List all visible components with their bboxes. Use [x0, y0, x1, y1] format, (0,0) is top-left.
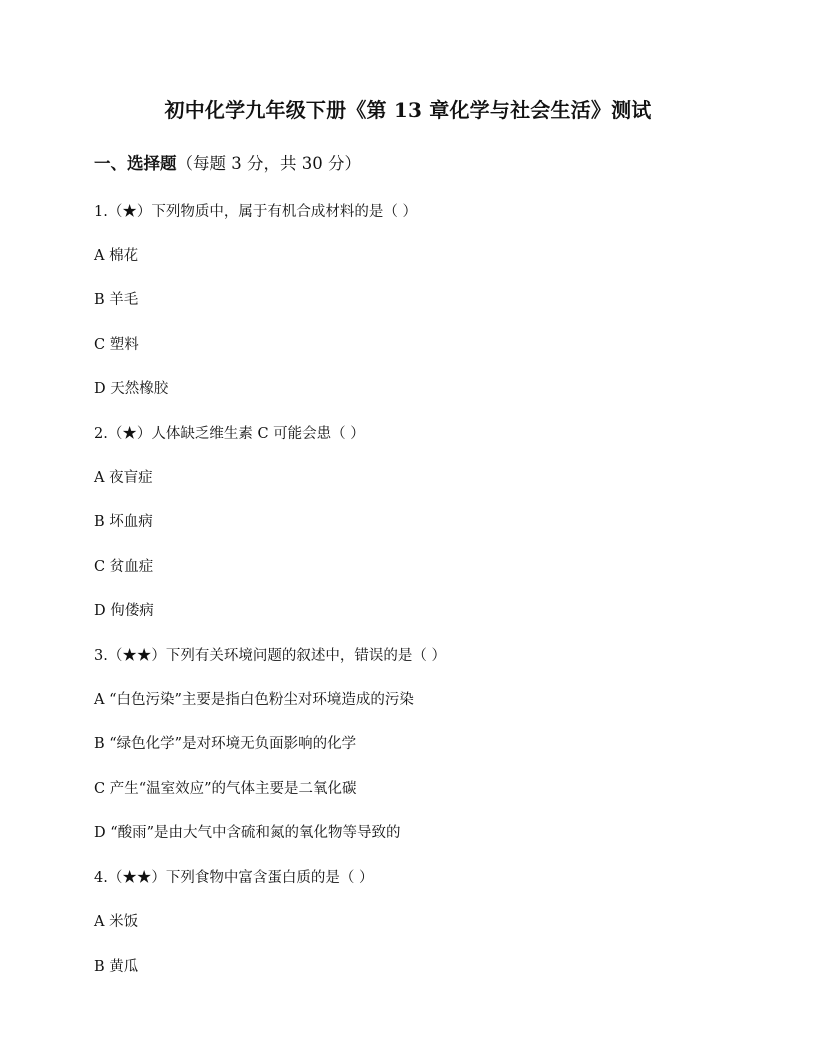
page-title: 初中化学九年级下册《第 13 章化学与社会生活》测试 [164, 98, 652, 122]
question-2-option-d: D 佝偻病 [94, 603, 154, 619]
question-2: 2.（★）人体缺乏维生素 C 可能会患（ ） [94, 426, 365, 442]
section-heading [94, 150, 361, 174]
question-4: 4.（★★）下列食物中富含蛋白质的是（ ） [94, 870, 374, 886]
question-2-option-a: A 夜盲症 [94, 470, 153, 486]
question-3-option-b: B “绿色化学”是对环境无负面影响的化学 [94, 736, 357, 752]
question-1-option-d: D 天然橡胶 [94, 381, 169, 397]
question-1-option-c: C 塑料 [94, 337, 139, 353]
question-1-option-b: B 羊毛 [94, 292, 139, 308]
section-scoring-note: （每题 3 分，共 30 分） [176, 154, 361, 173]
question-1-option-a: A 棉花 [94, 248, 139, 264]
question-1: 1.（★）下列物质中，属于有机合成材料的是（ ） [94, 204, 417, 220]
question-3: 3.（★★）下列有关环境问题的叙述中，错误的是（ ） [94, 648, 446, 664]
question-2-option-c: C 贫血症 [94, 559, 154, 575]
question-4-option-b: B 黄瓜 [94, 959, 139, 975]
section-title: 一、选择题 [94, 154, 177, 173]
question-3-option-a: A “白色污染”主要是指白色粉尘对环境造成的污染 [94, 692, 414, 708]
question-3-option-d: D “酸雨”是由大气中含硫和氮的氧化物等导致的 [94, 825, 401, 841]
question-2-option-b: B 坏血病 [94, 514, 153, 530]
question-4-option-a: A 米饭 [94, 914, 139, 930]
question-3-option-c: C 产生“温室效应”的气体主要是二氧化碳 [94, 781, 357, 797]
